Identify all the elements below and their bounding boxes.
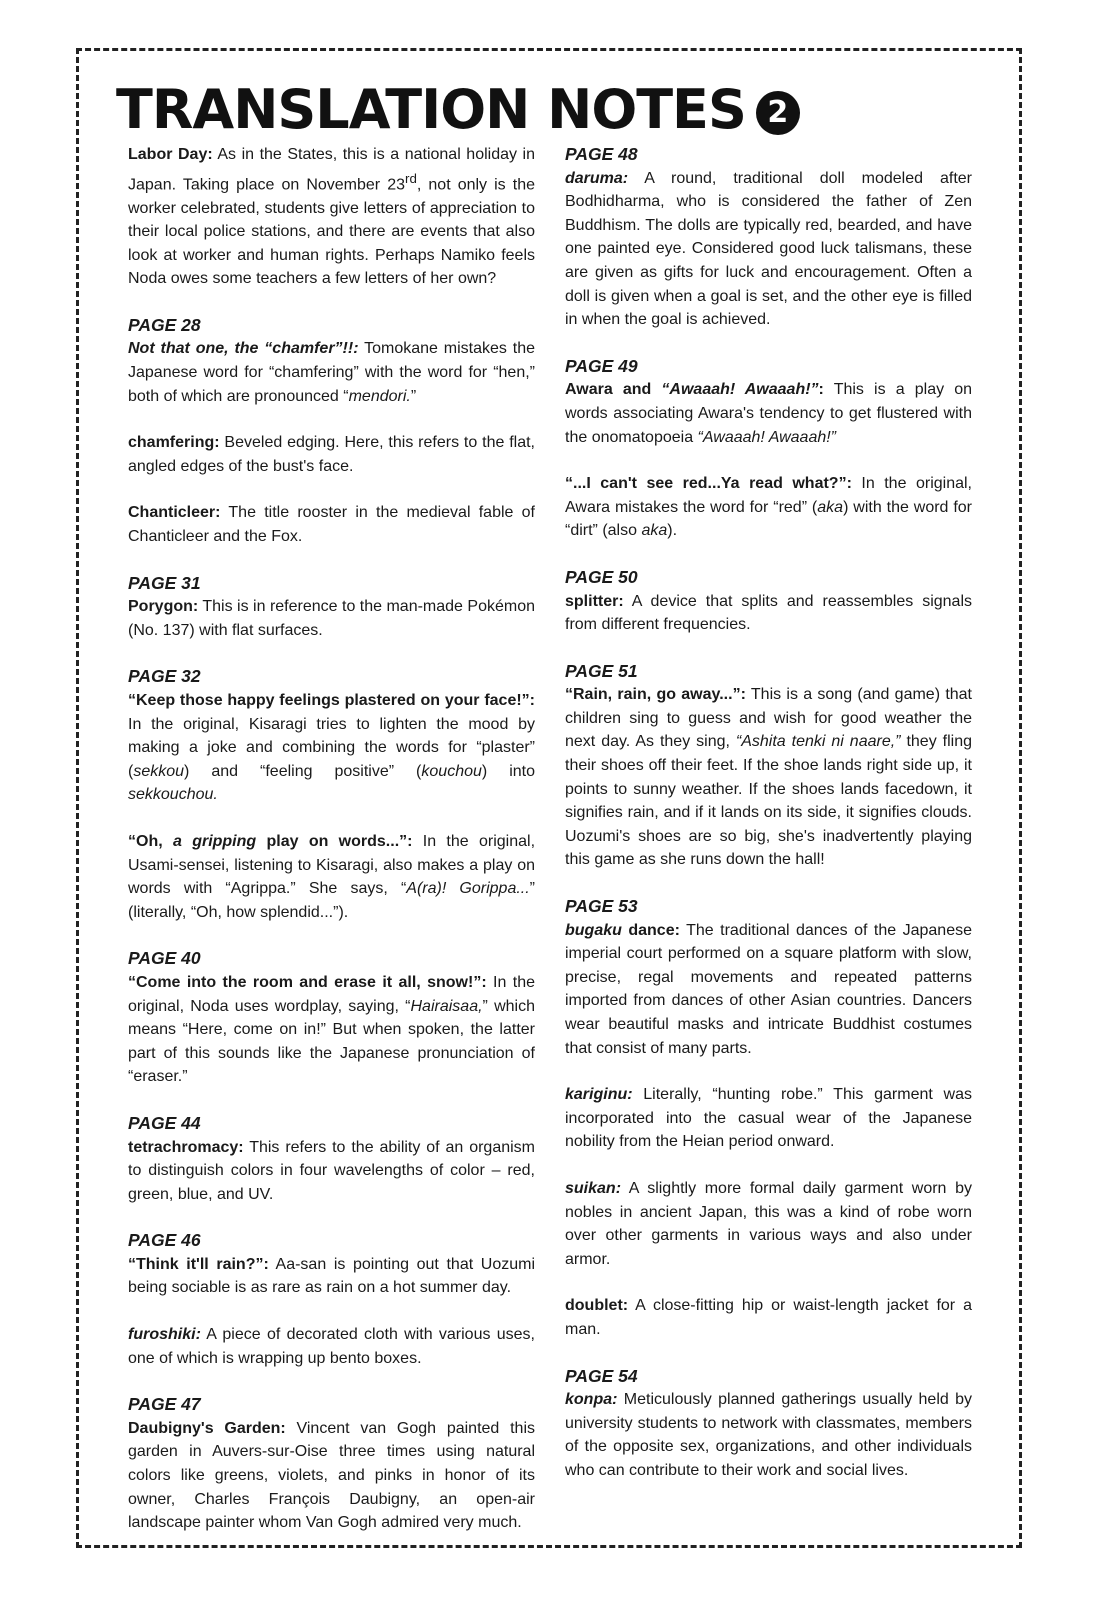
note-text: As in the States, this is a national holiday in Japan. Taking place on November 23 — [128, 146, 536, 193]
note-text: This refers to the ability of an organism to distinguish colors in four wavelengths of color – red, green, blue, and UV. — [128, 1138, 535, 1203]
note-text: In the original, Usami-sensei, listening to Kisaragi, also makes a play on words with “Agrippa.” She says, “ — [128, 832, 536, 898]
note-text: ) and “feeling positive” ( — [184, 762, 422, 780]
page-section-32 — [128, 665, 535, 807]
note-sup: rd — [405, 170, 417, 186]
note-term: tetrachromacy: — [128, 1138, 244, 1156]
page-section-49 — [565, 355, 972, 449]
note-text: they fling their shoes off their feet. If the shoe lands right side up, it points to sunny weather. If the shoes lands facedown, it signifies rain, and if it lands on its side, it signifies clouds. Uozumi's shoes are so big, she's inadvertently playing this game as she runs down the hall! — [565, 733, 972, 869]
note-labor-day — [128, 143, 535, 291]
note-text: A piece of decorated cloth with various uses, one of which is wrapping up bento boxes. — [128, 1326, 535, 1367]
note-italic: mendori. — [348, 387, 411, 405]
note-furoshiki — [128, 1323, 535, 1370]
note-term: Not that one, the “chamfer”!!: — [128, 340, 359, 358]
note-text: The title rooster in the medieval fable of Chanticleer and the Fox. — [128, 504, 535, 546]
note-text: In the original, Noda uses wordplay, saying, “ — [128, 973, 536, 1015]
page-title-text: TRANSLATION NOTES — [116, 78, 746, 141]
page-header: PAGE 53 — [565, 896, 638, 917]
page-section-50 — [565, 566, 972, 637]
note-term: dance: — [621, 921, 680, 939]
note-text: This is a song (and game) that children sing to guess and wish for good weather the next day. As they sing, — [565, 686, 973, 751]
page-section-40 — [128, 947, 535, 1089]
page-section-54 — [565, 1365, 972, 1483]
page-section-51 — [565, 660, 972, 872]
note-term: kariginu: — [565, 1086, 633, 1104]
note-term: “...I can't see red...Ya read what?”: — [565, 475, 852, 493]
note-term: daruma: — [565, 169, 629, 187]
note-text: Beveled edging. Here, this refers to the flat, angled edges of the bust's face. — [128, 434, 535, 475]
note-italic: aka — [641, 522, 668, 540]
note-text: ” (literally, “Oh, how splendid...”). — [128, 880, 535, 921]
note-italic: “Awaaah! Awaaah!” — [697, 428, 837, 446]
note-gripping-play — [128, 830, 535, 924]
note-text: Aa-san is pointing out that Uozumi being sociable is as rare as rain on a hot summer day. — [128, 1255, 536, 1297]
note-term: : — [818, 381, 824, 399]
left-column — [128, 143, 535, 1558]
page-header: PAGE 50 — [565, 566, 638, 587]
note-text: In the original, Kisaragi tries to lighten the mood by making a joke and combining the words for “plaster” ( — [128, 715, 535, 780]
page-header: PAGE 48 — [565, 144, 638, 164]
note-suikan — [565, 1177, 972, 1271]
page-title — [116, 80, 800, 140]
note-term: “Think it'll rain?”: — [128, 1255, 269, 1273]
note-text: A round, traditional doll modeled after Bodhidharma, who is considered the father of Zen Buddhism. The dolls are typically red, bearded, and have one painted eye. Considered good luck talismans, these are given as gifts for luck and encouragement. Often a doll is given when a goal is set, and the other eye is filled in when the goal is achieved. — [565, 169, 972, 329]
note-term: “Keep those happy feelings plastered on your face!”: — [128, 692, 535, 710]
note-text: ) into — [481, 762, 536, 780]
page-section-48 — [565, 143, 972, 332]
note-italic: sekkouchou. — [128, 786, 218, 804]
note-term: konpa: — [565, 1391, 618, 1409]
note-italic: Hairaisaa, — [410, 997, 483, 1015]
page-header: PAGE 44 — [128, 1112, 201, 1133]
note-kariginu — [565, 1083, 972, 1154]
note-text: ” — [410, 387, 417, 405]
page-section-28 — [128, 314, 535, 408]
note-text: A slightly more formal daily garment worn by nobles in ancient Japan, this was a kind of robe worn over other garments in various ways and also under armor. — [565, 1179, 972, 1268]
note-term: splitter: — [565, 592, 624, 610]
note-term: Labor Day: — [128, 146, 213, 163]
note-text: Meticulously planned gatherings usually held by university students to network with classmates, members of the opposite sex, organizations, and other individuals who can contribute to their work and social lives. — [565, 1391, 972, 1479]
note-text: , not only is the worker celebrated, students give letters of appreciation to their local police stations, and there are events that also look at worker and human rights. Perhaps Namiko feels Noda owes some teachers a few letters of her own? — [128, 175, 535, 288]
note-text: A device that splits and reassembles signals from different frequencies. — [565, 592, 972, 634]
note-italic: “Ashita tenki ni naare,” — [735, 733, 901, 751]
page-header: PAGE 54 — [565, 1365, 638, 1386]
note-term: chamfering: — [128, 434, 220, 452]
right-column — [565, 143, 972, 1506]
note-text: A close-fitting hip or waist-length jacket for a man. — [565, 1297, 972, 1338]
note-term: Chanticleer: — [128, 504, 221, 522]
page-header: PAGE 40 — [128, 948, 201, 969]
page-header: PAGE 46 — [128, 1230, 201, 1251]
note-italic: sekkou — [133, 762, 185, 780]
note-chanticleer — [128, 501, 535, 548]
note-text: Literally, “hunting robe.” This garment was incorporated into the casual wear of the Japanese nobility from the Heian period onward. — [565, 1086, 972, 1151]
page-header: PAGE 49 — [565, 355, 638, 376]
note-italic: aka — [817, 498, 844, 516]
note-text: ). — [667, 522, 678, 540]
note-text: ” which means “Here, come on in!” But when spoken, the latter part of this sounds like the Japanese pronunciation of “eraser.” — [128, 997, 535, 1086]
note-term: “Rain, rain, go away...”: — [565, 686, 746, 704]
page-header: PAGE 32 — [128, 666, 201, 687]
page-section-46 — [128, 1229, 535, 1300]
note-chamfering — [128, 431, 535, 478]
note-term: Awara and — [565, 381, 662, 399]
note-term: doublet: — [565, 1297, 629, 1315]
page-header: PAGE 28 — [128, 314, 201, 335]
note-italic: kouchou — [421, 762, 482, 780]
page-section-31 — [128, 572, 535, 643]
page-header: PAGE 31 — [128, 572, 201, 593]
note-term: “Awaaah! Awaaah!” — [661, 381, 819, 399]
page-header: PAGE 47 — [128, 1394, 201, 1415]
note-text: ) with the word for “dirt” (also — [565, 498, 973, 540]
note-term: “Come into the room and erase it all, snow!”: — [128, 973, 487, 991]
page-section-47 — [128, 1393, 535, 1535]
page-section-53 — [565, 895, 972, 1060]
page-section-44 — [128, 1112, 535, 1206]
number-badge: 2 — [756, 91, 800, 135]
note-text: The traditional dances of the Japanese imperial court performed on a square platform with slow, precise, regal movements and repeated patterns imported from dances of other Asian countries. Dancers wear beautiful masks and intricate Buddhist costumes that consist of many parts. — [565, 921, 972, 1057]
note-doublet — [565, 1294, 972, 1341]
note-term: “Oh, — [128, 832, 173, 850]
note-term: furoshiki: — [128, 1326, 201, 1344]
note-term: suikan: — [565, 1179, 622, 1197]
note-italic: A(ra)! Gorippa... — [406, 880, 530, 898]
note-text: Vincent van Gogh painted this garden in Auvers-sur-Oise three times using natural colors like greens, violets, and pinks in honor of its owner, Charles François Daubigny, an open-air landscape painter whom Van Gogh admired very much. — [128, 1419, 535, 1532]
page-header: PAGE 51 — [565, 660, 638, 681]
note-text: This is a play on words associating Awara's tendency to get flustered with the onomatopoeia — [565, 381, 972, 446]
note-text: Tomokane mistakes the Japanese word for “chamfering” with the word for “hen,” both of which are pronounced “ — [128, 340, 536, 405]
note-text: This is in reference to the man-made Pokémon (No. 137) with flat surfaces. — [128, 598, 535, 639]
note-term: Daubigny's Garden: — [128, 1419, 286, 1437]
note-term: bugaku — [565, 921, 622, 939]
note-term: play on words...”: — [256, 832, 413, 850]
note-text: In the original, Awara mistakes the word for “red” ( — [565, 475, 972, 516]
note-term: a gripping — [172, 832, 257, 850]
note-cant-see-red — [565, 472, 972, 543]
note-term: Porygon: — [128, 598, 199, 616]
